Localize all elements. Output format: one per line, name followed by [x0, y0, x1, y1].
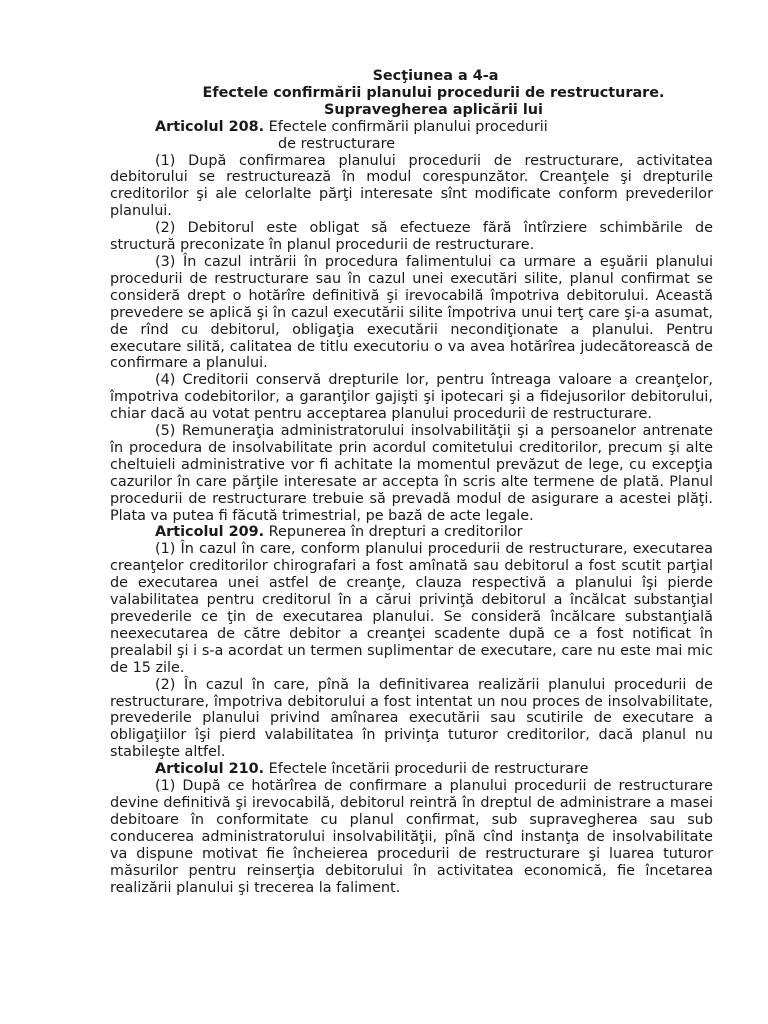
- section-heading: [110, 68, 713, 119]
- section-subtitle: Supravegherea aplicării lui: [324, 101, 543, 118]
- article-number: Articolul 209.: [155, 524, 265, 541]
- article-208-heading: [110, 119, 713, 153]
- article-208-paragraph-4: (4) Creditorii conservă drepturile lor, pentru întreaga valoare a creanţelor, împotriva codebitorilor, a garanţilor gajişti şi ipotecari şi a fidejusorilor debitorului, chiar dacă au votat pentru acceptarea planului procedurii de restructurare.: [110, 372, 713, 423]
- article-title: Efectele încetării procedurii de restructurare: [268, 761, 589, 778]
- document-page: [110, 68, 713, 896]
- article-208-paragraph-3: (3) În cazul intrării în procedura falimentului ca urmare a eşuării planului procedurii de restructurare sau în cazul unei executări silite, planul confirmat se consideră drept o hotărîre definitivă şi irevocabilă împotriva debitorului. Această prevedere se aplică şi în cazul executării silite împotriva unui terţ care şi-a asumat, de rînd cu debitorul, obligaţia executării necondiţionate a planului. Pentru executare silită, calitatea de titlu executoriu o va avea hotărîrea judecătorească de confirmare a planului.: [110, 253, 713, 372]
- article-208-paragraph-5: (5) Remuneraţia administratorului insolvabilităţii şi a persoanelor antrenate în procedura de insolvabilitate prin acordul comitetului creditorilor, precum şi alte cheltuieli administrative vor fi achitate la momentul prevăzut de lege, cu excepţia cazurilor în care părţile interesate ar accepta în scris alte termene de plată. Planul procedurii de restructurare trebuie să prevadă modul de asigurare a acestei plăţi. Plata va putea fi făcută trimestrial, pe bază de acte legale.: [110, 423, 713, 524]
- article-209-paragraph-1: (1) În cazul în care, conform planului procedurii de restructurare, executarea creanţelor creditorilor chirografari a fost amînată sau debitorul a fost scutit parţial de executarea unei astfel de creanţe, clauza respectivă a planului îşi pierde valabilitatea pentru creditorul în a cărui privinţă debitorul a încălcat substanţial prevederile ce ţin de executarea planului. Se consideră încălcare substanţială neexecutarea de către debitor a creanţei scadente după ce a fost notificat în prealabil şi i s-a acordat un termen suplimentar de executare, care nu este mai mic de 15 zile.: [110, 541, 713, 676]
- article-title: Repunerea în drepturi a creditorilor: [268, 524, 523, 541]
- section-title: Efectele confirmării planului procedurii de restructurare.: [202, 84, 665, 101]
- section-number: Secţiunea a 4-a: [372, 68, 499, 84]
- article-210-heading: [110, 761, 713, 778]
- article-209-paragraph-2: (2) În cazul în care, pînă la definitivarea realizării planului procedurii de restructurare, împotriva debitorului a fost intentat un nou proces de insolvabilitate, prevederile planului privind amînarea executării sau scutirile de executare a obligaţiilor îşi pierd valabilitatea în privinţa tuturor creditorilor, dacă planul nu stabileşte altfel.: [110, 676, 713, 761]
- article-title: Efectele confirmării planului procedurii: [268, 118, 548, 135]
- article-210-paragraph-1: (1) După ce hotărîrea de confirmare a planului procedurii de restructurare devine definitivă şi irevocabilă, debitorul reintră în dreptul de administrare a masei debitoare în conformitate cu planul confirmat, sub supravegherea sau sub conducerea administratorului insolvabilităţii, pînă cînd instanţa de insolvabilitate va dispune motivat fie încheierea procedurii de restructurare şi luarea tuturor măsurilor pentru reinserţia debitorului în activitatea economică, fie încetarea realizării planului şi trecerea la faliment.: [110, 778, 713, 896]
- article-208-paragraph-2: (2) Debitorul este obligat să efectueze fără întîrziere schimbările de structură preconizate în planul procedurii de restructurare.: [110, 220, 713, 254]
- article-208-paragraph-1: (1) După confirmarea planului procedurii de restructurare, activitatea debitorului se restructurează în modul corespunzător. Creanţele şi drepturile creditorilor şi ale celorlalte părţi interesate sînt modificate conform prevederilor planului.: [110, 152, 713, 220]
- article-number: Articolul 208.: [155, 118, 265, 135]
- article-209-heading: [110, 524, 713, 541]
- article-number: Articolul 210.: [155, 761, 265, 778]
- article-title-continuation: de restructurare: [278, 135, 396, 152]
